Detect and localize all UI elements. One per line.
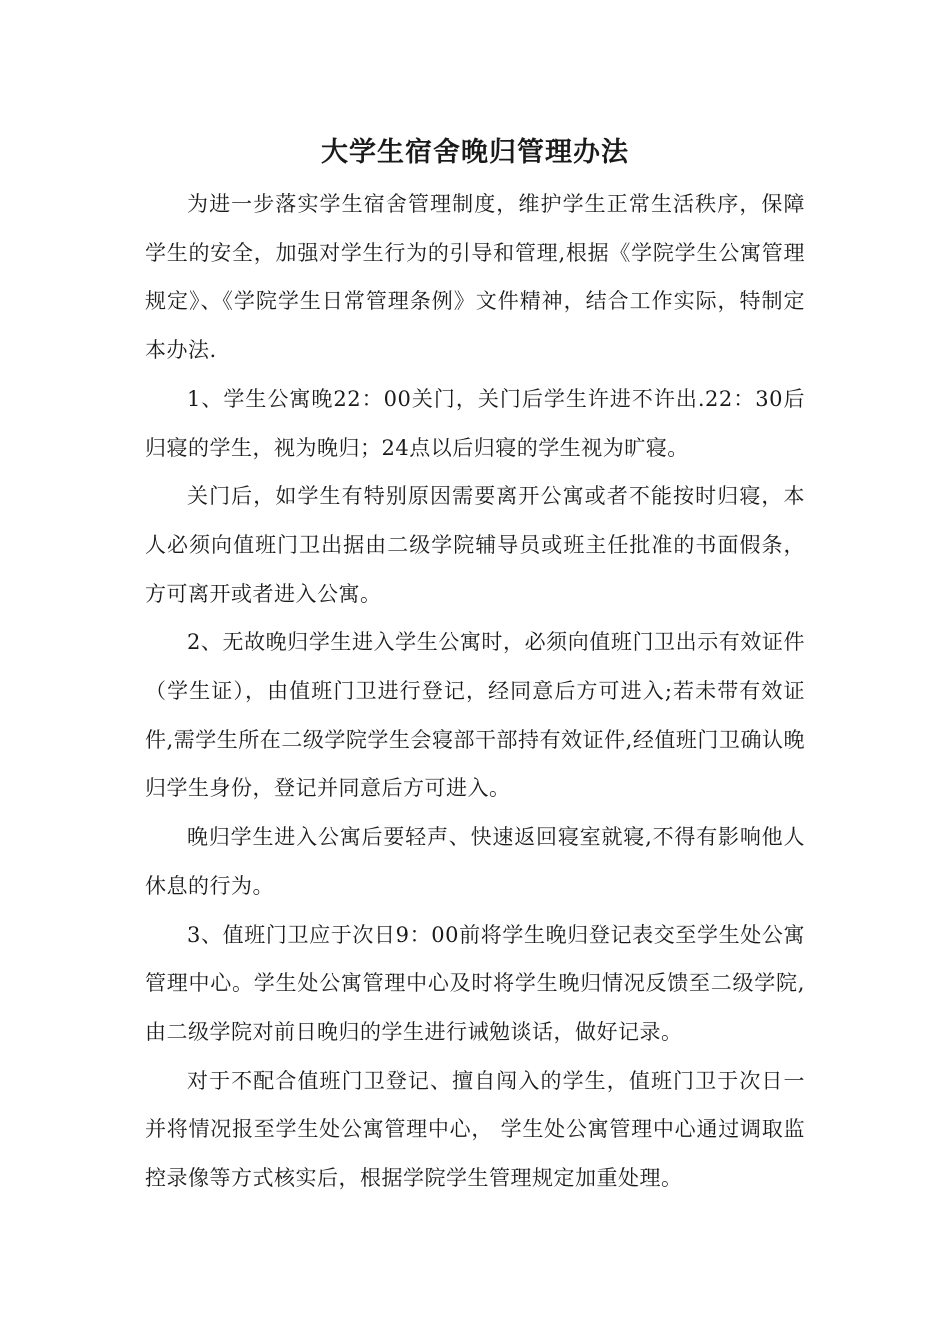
paragraph-rule-3: 3、值班门卫应于次日9：00前将学生晚归登记表交至学生处公寓管理中心。学生处公寓管理中心及时将学生晚归情况反馈至二级学院,由二级学院对前日晚归的学生进行诫勉谈话，做好记录。 [145, 922, 805, 1044]
paragraph-intro: 为进一步落实学生宿舍管理制度，维护学生正常生活秩序，保障学生的安全，加强对学生行为的引导和管理,根据《学院学生公寓管理规定》、《学院学生日常管理条例》文件精神，结合工作实际，特制定本办法. [145, 192, 805, 363]
document-title: 大学生宿舍晚归管理办法 [321, 137, 629, 168]
paragraph-rule-2-note: 晚归学生进入公寓后要轻声、快速返回寝室就寝,不得有影响他人休息的行为。 [145, 825, 805, 898]
paragraph-rule-2: 2、无故晚归学生进入学生公寓时，必须向值班门卫出示有效证件（学生证），由值班门卫进行登记，经同意后方可进入;若未带有效证件,需学生所在二级学院学生会寝部干部持有效证件,经值班门卫确认晚归学生身份，登记并同意后方可进入。 [145, 630, 805, 801]
paragraph-rule-3-note: 对于不配合值班门卫登记、擅自闯入的学生，值班门卫于次日一并将情况报至学生处公寓管理中心， 学生处公寓管理中心通过调取监控录像等方式核实后，根据学院学生管理规定加重处理。 [145, 1068, 805, 1191]
paragraph-rule-1-note: 关门后，如学生有特别原因需要离开公寓或者不能按时归寝，本人必须向值班门卫出据由二级学院辅导员或班主任批准的书面假条，方可离开或者进入公寓。 [145, 484, 805, 606]
document-body [145, 180, 805, 1203]
paragraph-rule-1: 1、学生公寓晚22：00关门，关门后学生许进不许出.22：30后归寝的学生，视为晚归；24点以后归寝的学生视为旷寝。 [145, 386, 805, 460]
